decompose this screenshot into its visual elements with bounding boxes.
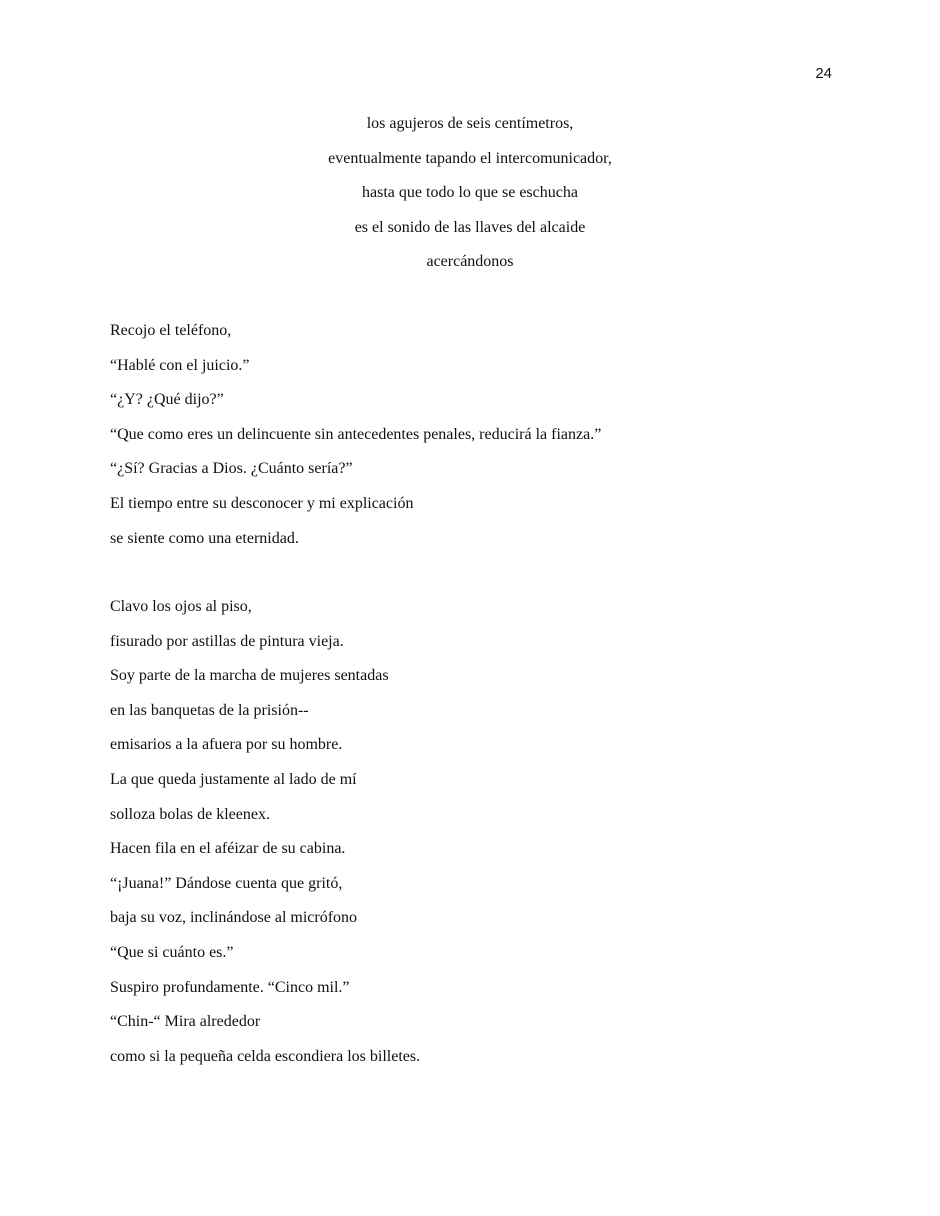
poem-line: “¡Juana!” Dándose cuenta que gritó, <box>110 874 343 892</box>
poem-line: “Hablé con el juicio.” <box>110 356 250 374</box>
poem-line: baja su voz, inclinándose al micrófono <box>110 909 358 927</box>
poem-line: “¿Sí? Gracias a Dios. ¿Cuánto sería?” <box>110 460 353 478</box>
poem-line: como si la pequeña celda escondiera los billetes. <box>110 1047 421 1065</box>
poem-line: eventualmente tapando el intercomunicador, <box>328 149 612 167</box>
poem-line: Recojo el teléfono, <box>110 322 232 339</box>
poem-line: fisurado por astillas de pintura vieja. <box>110 632 344 650</box>
page-number: 24 <box>815 65 832 82</box>
poem-line: El tiempo entre su desconocer y mi explicación <box>110 494 414 512</box>
poem-line: emisarios a la afuera por su hombre. <box>110 736 343 754</box>
stanza-phone-call <box>110 319 840 561</box>
poem-line: “Que como eres un delincuente sin antecedentes penales, reducirá la fianza.” <box>110 425 602 443</box>
poem-line: los agujeros de seis centímetros, <box>366 115 574 132</box>
poem-line: en las banquetas de la prisión-- <box>110 701 309 719</box>
poem-line: Suspiro profundamente. “Cinco mil.” <box>110 978 350 996</box>
poem-line: es el sonido de las llaves del alcaide <box>354 218 586 236</box>
poem-line: Soy parte de la marcha de mujeres sentadas <box>110 667 389 685</box>
poem-line: hasta que todo lo que se eschucha <box>362 184 578 202</box>
poem-line: “Chin-“ Mira alrededor <box>110 1013 261 1031</box>
poem-line: acercándonos <box>426 253 514 271</box>
poem-line: “¿Y? ¿Qué dijo?” <box>110 391 224 409</box>
stanza-waiting-room <box>110 595 840 1079</box>
poem-line: La que queda justamente al lado de mí <box>110 770 357 788</box>
poem-line: se siente como una eternidad. <box>110 529 299 547</box>
poem-line: solloza bolas de kleenex. <box>110 805 270 823</box>
centered-stanza <box>110 112 830 285</box>
poem-line: Clavo los ojos al piso, <box>110 598 252 615</box>
poem-line: “Que si cuánto es.” <box>110 943 234 961</box>
poem-line: Hacen fila en el aféizar de su cabina. <box>110 840 346 858</box>
